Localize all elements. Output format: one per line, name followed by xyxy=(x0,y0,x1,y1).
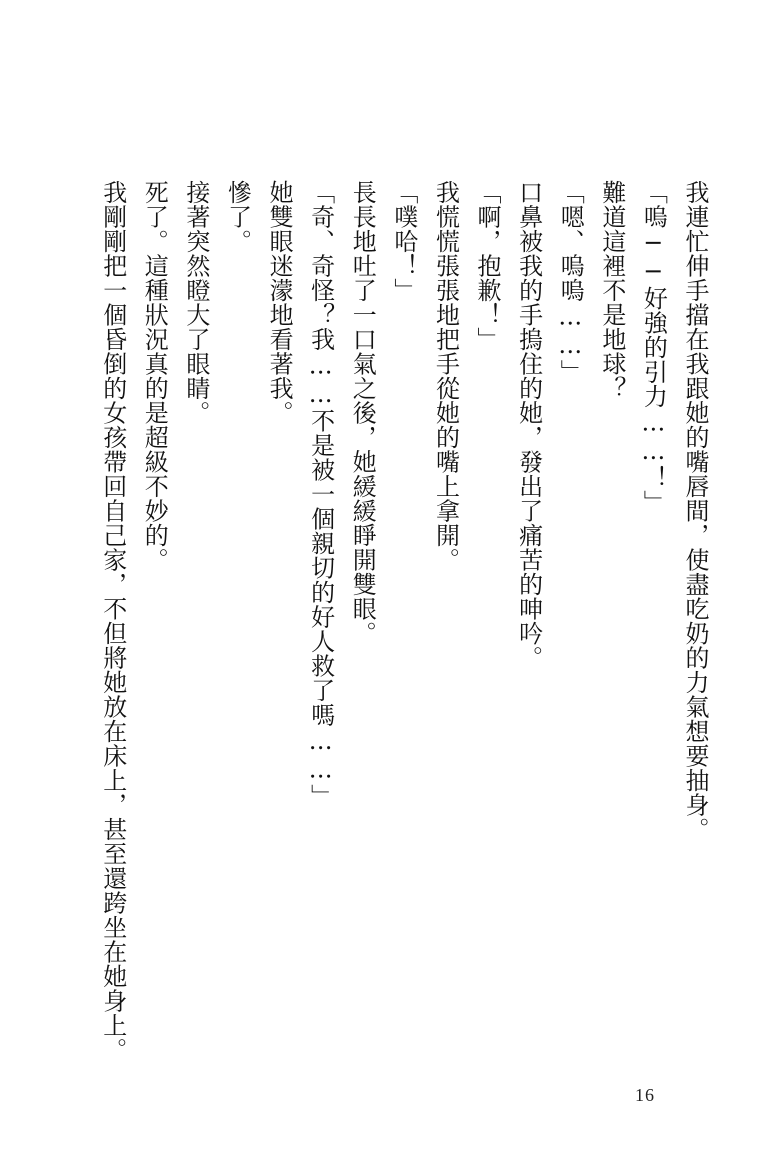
text-line: 慘了。 xyxy=(223,180,252,254)
text-line: 死了。這種狀況真的是超級不妙的。 xyxy=(140,180,169,572)
text-line: 「嗯、嗚嗚……」 xyxy=(556,180,585,384)
vertical-text-body xyxy=(91,180,715,1062)
text-line: 長長地吐了一口氣之後，她緩緩睜開雙眼。 xyxy=(348,180,377,646)
text-line: 接著突然瞪大了眼睛。 xyxy=(181,180,210,425)
text-line: 我剛剛把一個昏倒的女孩帶回自己家，不但將她放在床上，甚至還跨坐在她身上。 xyxy=(98,180,127,1062)
text-line: 我連忙伸手擋在我跟她的嘴唇間，使盡吃奶的力氣想要抽身。 xyxy=(681,180,709,842)
text-line: 「奇、奇怪？我……不是被一個親切的好人救了嗎……」 xyxy=(306,180,335,809)
text-line: 我慌慌張張地把手從她的嘴上拿開。 xyxy=(431,180,460,572)
page-number: 16 xyxy=(635,1085,655,1105)
text-line: 「嗚──好強的引力……！」 xyxy=(639,180,668,515)
text-line: 「噗哈！」 xyxy=(389,180,418,303)
text-line: 難道這裡不是地球？ xyxy=(597,180,626,401)
text-line: 「啊，抱歉！」 xyxy=(473,180,502,352)
text-line: 口鼻被我的手摀住的她，發出了痛苦的呻吟。 xyxy=(514,180,543,670)
text-line: 她雙眼迷濛地看著我。 xyxy=(265,180,294,425)
